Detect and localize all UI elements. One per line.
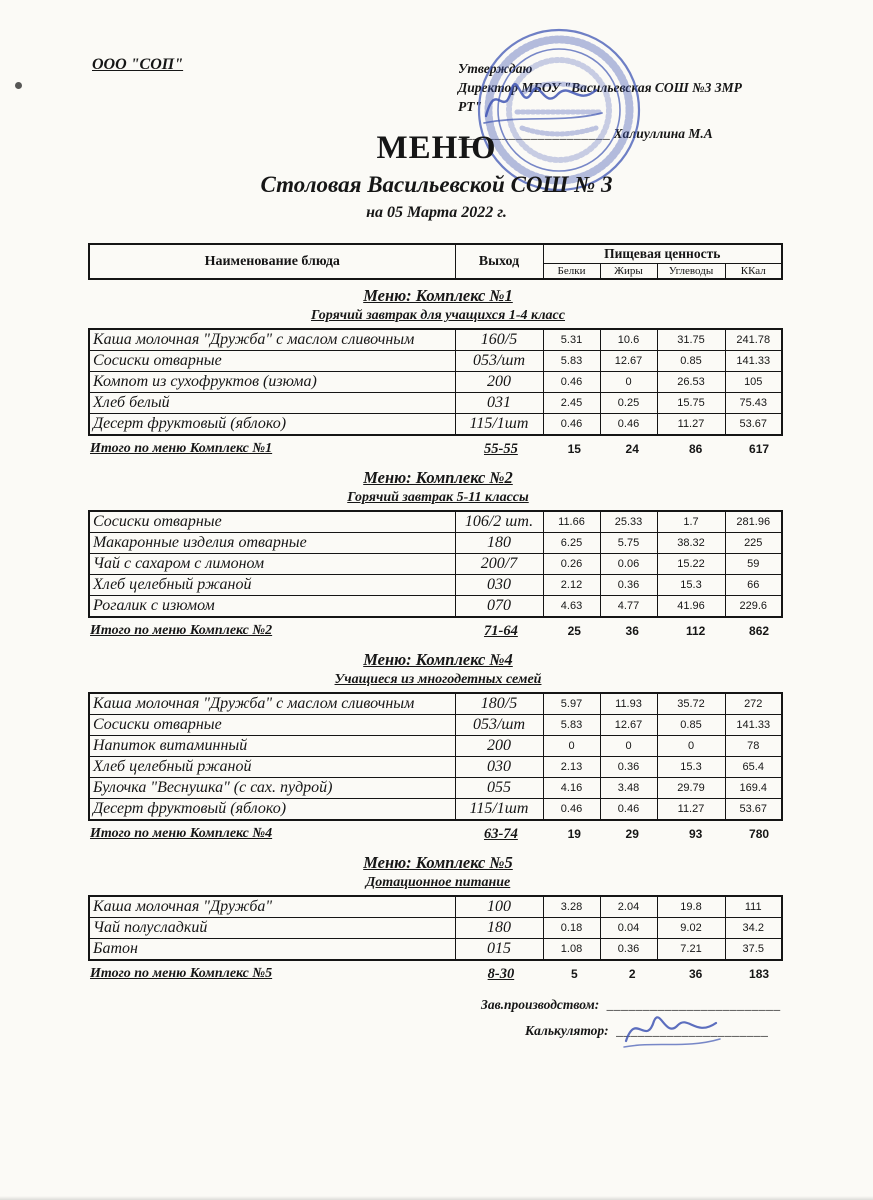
total-carbs: 36 bbox=[688, 967, 703, 981]
total-yield: 8-30 bbox=[487, 965, 515, 982]
dish-row bbox=[89, 757, 782, 778]
carbs-cell: 0.85 bbox=[657, 351, 725, 372]
carbs-cell: 11.27 bbox=[657, 799, 725, 821]
menu-subtitle: Дотационное питание bbox=[365, 875, 511, 890]
total-fat: 36 bbox=[625, 624, 639, 638]
total-carbs: 86 bbox=[688, 442, 703, 456]
kcal-cell: 65.4 bbox=[725, 757, 782, 778]
dish-table bbox=[88, 692, 783, 821]
protein-cell: 0 bbox=[543, 736, 600, 757]
dish-yield-cell: 106/2 шт. bbox=[455, 511, 543, 533]
production-manager-signature-line: ________________________ bbox=[606, 997, 781, 1012]
total-yield: 55-55 bbox=[483, 440, 518, 457]
dish-yield-cell: 070 bbox=[455, 596, 543, 618]
menu-section bbox=[88, 468, 788, 642]
kcal-cell: 105 bbox=[725, 372, 782, 393]
org-name: ООО "СОП" bbox=[92, 56, 184, 73]
carbs-cell: 19.8 bbox=[657, 896, 725, 918]
menu-section bbox=[88, 650, 788, 845]
dish-name-cell: Сосиски отварные bbox=[89, 715, 455, 736]
dish-yield-cell: 030 bbox=[455, 575, 543, 596]
dish-name-cell: Напиток витаминный bbox=[89, 736, 455, 757]
dish-row bbox=[89, 575, 782, 596]
total-kcal: 862 bbox=[749, 624, 770, 638]
fat-cell: 0.46 bbox=[600, 414, 657, 436]
dish-row bbox=[89, 596, 782, 618]
fat-cell: 0 bbox=[600, 372, 657, 393]
dish-row bbox=[89, 511, 782, 533]
dish-yield-cell: 180 bbox=[455, 918, 543, 939]
protein-cell: 5.83 bbox=[543, 351, 600, 372]
protein-cell: 2.13 bbox=[543, 757, 600, 778]
dish-yield-cell: 055 bbox=[455, 778, 543, 799]
carbs-cell: 7.21 bbox=[657, 939, 725, 961]
menu-subtitle: Горячий завтрак 5-11 классы bbox=[347, 490, 529, 505]
total-kcal: 183 bbox=[749, 967, 770, 981]
header-nutrition: Пищевая ценность bbox=[543, 244, 782, 264]
kcal-cell: 53.67 bbox=[725, 799, 782, 821]
kcal-cell: 241.78 bbox=[725, 329, 782, 351]
dish-name-cell: Батон bbox=[89, 939, 455, 961]
fat-cell: 0.46 bbox=[600, 799, 657, 821]
menu-sections bbox=[88, 286, 788, 985]
fat-cell: 3.48 bbox=[600, 778, 657, 799]
fat-cell: 0.25 bbox=[600, 393, 657, 414]
menu-title: Меню: Комплекс №1 bbox=[363, 286, 513, 305]
director-name: Халиуллина М.А bbox=[613, 125, 713, 141]
doc-date: на 05 Марта 2022 г. bbox=[366, 204, 507, 221]
protein-cell: 0.18 bbox=[543, 918, 600, 939]
dish-yield-cell: 030 bbox=[455, 757, 543, 778]
protein-cell: 11.66 bbox=[543, 511, 600, 533]
fat-cell: 25.33 bbox=[600, 511, 657, 533]
kcal-cell: 169.4 bbox=[725, 778, 782, 799]
protein-cell: 0.46 bbox=[543, 799, 600, 821]
dish-name-cell: Хлеб белый bbox=[89, 393, 455, 414]
carbs-cell: 11.27 bbox=[657, 414, 725, 436]
carbs-cell: 35.72 bbox=[657, 693, 725, 715]
kcal-cell: 53.67 bbox=[725, 414, 782, 436]
carbs-cell: 41.96 bbox=[657, 596, 725, 618]
dish-name-cell: Десерт фруктовый (яблоко) bbox=[89, 799, 455, 821]
dish-row bbox=[89, 414, 782, 436]
carbs-cell: 0 bbox=[657, 736, 725, 757]
protein-cell: 5.97 bbox=[543, 693, 600, 715]
dish-row bbox=[89, 799, 782, 821]
kcal-cell: 272 bbox=[725, 693, 782, 715]
content-column bbox=[88, 243, 788, 1080]
fat-cell: 0.36 bbox=[600, 757, 657, 778]
dish-table bbox=[88, 328, 783, 436]
dish-yield-cell: 180 bbox=[455, 533, 543, 554]
dish-name-cell: Компот из сухофруктов (изюма) bbox=[89, 372, 455, 393]
menu-subtitle: Горячий завтрак для учащихся 1-4 класс bbox=[311, 308, 565, 323]
kcal-cell: 225 bbox=[725, 533, 782, 554]
director-signature-icon bbox=[478, 70, 610, 132]
kcal-cell: 229.6 bbox=[725, 596, 782, 618]
total-fat: 24 bbox=[625, 442, 639, 456]
dish-row bbox=[89, 693, 782, 715]
carbs-cell: 26.53 bbox=[657, 372, 725, 393]
dish-yield-cell: 031 bbox=[455, 393, 543, 414]
columns-header-table bbox=[88, 243, 783, 280]
dish-name-cell: Макаронные изделия отварные bbox=[89, 533, 455, 554]
dish-name-cell: Сосиски отварные bbox=[89, 511, 455, 533]
protein-cell: 0.26 bbox=[543, 554, 600, 575]
dish-row bbox=[89, 918, 782, 939]
total-fat: 29 bbox=[625, 827, 639, 841]
doc-subtitle: Столовая Васильевской СОШ № 3 bbox=[260, 172, 613, 197]
fat-cell: 11.93 bbox=[600, 693, 657, 715]
fat-cell: 12.67 bbox=[600, 715, 657, 736]
total-label: Итого по меню Комплекс №1 bbox=[90, 441, 273, 456]
total-label: Итого по меню Комплекс №2 bbox=[90, 623, 273, 638]
menu-title: Меню: Комплекс №5 bbox=[363, 853, 513, 872]
total-protein: 19 bbox=[567, 827, 581, 841]
production-manager-label: Зав.производством: bbox=[481, 997, 600, 1012]
header-fat: Жиры bbox=[600, 264, 657, 280]
carbs-cell: 15.22 bbox=[657, 554, 725, 575]
dish-name-cell: Каша молочная "Дружба" с маслом сливочным bbox=[89, 693, 455, 715]
carbs-cell: 38.32 bbox=[657, 533, 725, 554]
calculator-signature-line: _____________________ bbox=[616, 1023, 769, 1038]
carbs-cell: 15.3 bbox=[657, 575, 725, 596]
dish-name-cell: Хлеб целебный ржаной bbox=[89, 575, 455, 596]
carbs-cell: 31.75 bbox=[657, 329, 725, 351]
dish-table bbox=[88, 895, 783, 961]
protein-cell: 3.28 bbox=[543, 896, 600, 918]
dish-row bbox=[89, 939, 782, 961]
total-protein: 25 bbox=[567, 624, 581, 638]
kcal-cell: 75.43 bbox=[725, 393, 782, 414]
menu-subtitle: Учащиеся из многодетных семей bbox=[334, 672, 542, 687]
protein-cell: 6.25 bbox=[543, 533, 600, 554]
protein-cell: 5.83 bbox=[543, 715, 600, 736]
dish-row bbox=[89, 372, 782, 393]
fat-cell: 10.6 bbox=[600, 329, 657, 351]
fat-cell: 5.75 bbox=[600, 533, 657, 554]
doc-title: МЕНЮ bbox=[376, 130, 497, 166]
carbs-cell: 15.75 bbox=[657, 393, 725, 414]
dish-row bbox=[89, 896, 782, 918]
dish-name-cell: Десерт фруктовый (яблоко) bbox=[89, 414, 455, 436]
carbs-cell: 15.3 bbox=[657, 757, 725, 778]
header-protein: Белки bbox=[543, 264, 600, 280]
kcal-cell: 59 bbox=[725, 554, 782, 575]
carbs-cell: 0.85 bbox=[657, 715, 725, 736]
total-protein: 5 bbox=[570, 967, 578, 981]
protein-cell: 2.12 bbox=[543, 575, 600, 596]
fat-cell: 12.67 bbox=[600, 351, 657, 372]
dish-row bbox=[89, 736, 782, 757]
carbs-cell: 29.79 bbox=[657, 778, 725, 799]
dish-name-cell: Рогалик с изюмом bbox=[89, 596, 455, 618]
dish-table bbox=[88, 510, 783, 618]
dish-yield-cell: 053/шт bbox=[455, 351, 543, 372]
dish-name-cell: Сосиски отварные bbox=[89, 351, 455, 372]
protein-cell: 5.31 bbox=[543, 329, 600, 351]
protein-cell: 0.46 bbox=[543, 372, 600, 393]
signatures-footer bbox=[88, 995, 788, 1080]
fat-cell: 2.04 bbox=[600, 896, 657, 918]
dish-yield-cell: 200/7 bbox=[455, 554, 543, 575]
dish-row bbox=[89, 778, 782, 799]
dish-yield-cell: 200 bbox=[455, 736, 543, 757]
dish-row bbox=[89, 715, 782, 736]
dish-yield-cell: 180/5 bbox=[455, 693, 543, 715]
menu-total-row bbox=[88, 963, 788, 985]
header-kcal: ККал bbox=[725, 264, 782, 280]
menu-title: Меню: Комплекс №2 bbox=[363, 468, 513, 487]
menu-total-row bbox=[88, 438, 788, 460]
total-label: Итого по меню Комплекс №4 bbox=[90, 826, 273, 841]
total-kcal: 780 bbox=[749, 827, 770, 841]
dish-yield-cell: 200 bbox=[455, 372, 543, 393]
director-signature-line: _____________________ bbox=[458, 125, 611, 141]
fat-cell: 0.04 bbox=[600, 918, 657, 939]
scan-artifact-dot bbox=[15, 82, 22, 89]
dish-row bbox=[89, 533, 782, 554]
dish-row bbox=[89, 554, 782, 575]
dish-name-cell: Хлеб целебный ржаной bbox=[89, 757, 455, 778]
kcal-cell: 78 bbox=[725, 736, 782, 757]
total-label: Итого по меню Комплекс №5 bbox=[90, 966, 273, 981]
menu-section bbox=[88, 286, 788, 460]
total-yield: 63-74 bbox=[483, 825, 518, 842]
menu-title: Меню: Комплекс №4 bbox=[363, 650, 513, 669]
total-yield: 71-64 bbox=[483, 622, 518, 639]
dish-name-cell: Чай полусладкий bbox=[89, 918, 455, 939]
dish-yield-cell: 115/1шт bbox=[455, 414, 543, 436]
kcal-cell: 34.2 bbox=[725, 918, 782, 939]
dish-yield-cell: 115/1шт bbox=[455, 799, 543, 821]
protein-cell: 2.45 bbox=[543, 393, 600, 414]
carbs-cell: 1.7 bbox=[657, 511, 725, 533]
dish-row bbox=[89, 393, 782, 414]
dish-name-cell: Чай с сахаром с лимоном bbox=[89, 554, 455, 575]
dish-yield-cell: 100 bbox=[455, 896, 543, 918]
menu-total-row bbox=[88, 620, 788, 642]
protein-cell: 0.46 bbox=[543, 414, 600, 436]
fat-cell: 0.36 bbox=[600, 575, 657, 596]
dish-name-cell: Булочка "Веснушка" (с сах. пудрой) bbox=[89, 778, 455, 799]
calculator-label: Калькулятор: bbox=[525, 1023, 609, 1038]
kcal-cell: 141.33 bbox=[725, 715, 782, 736]
protein-cell: 1.08 bbox=[543, 939, 600, 961]
approve-word: Утверждаю bbox=[458, 61, 533, 76]
approve-director-line2: РТ" bbox=[458, 98, 482, 114]
total-carbs: 112 bbox=[685, 624, 706, 638]
protein-cell: 4.63 bbox=[543, 596, 600, 618]
total-fat: 2 bbox=[628, 967, 636, 981]
kcal-cell: 66 bbox=[725, 575, 782, 596]
dish-yield-cell: 160/5 bbox=[455, 329, 543, 351]
total-kcal: 617 bbox=[749, 442, 770, 456]
kcal-cell: 141.33 bbox=[725, 351, 782, 372]
protein-cell: 4.16 bbox=[543, 778, 600, 799]
fat-cell: 0.06 bbox=[600, 554, 657, 575]
dish-name-cell: Каша молочная "Дружба" с маслом сливочным bbox=[89, 329, 455, 351]
kcal-cell: 37.5 bbox=[725, 939, 782, 961]
header-carbs: Углеводы bbox=[657, 264, 725, 280]
menu-total-row bbox=[88, 823, 788, 845]
dish-yield-cell: 015 bbox=[455, 939, 543, 961]
total-protein: 15 bbox=[567, 442, 581, 456]
kcal-cell: 111 bbox=[725, 896, 782, 918]
dish-row bbox=[89, 329, 782, 351]
carbs-cell: 9.02 bbox=[657, 918, 725, 939]
dish-yield-cell: 053/шт bbox=[455, 715, 543, 736]
kcal-cell: 281.96 bbox=[725, 511, 782, 533]
fat-cell: 4.77 bbox=[600, 596, 657, 618]
fat-cell: 0 bbox=[600, 736, 657, 757]
fat-cell: 0.36 bbox=[600, 939, 657, 961]
dish-name-cell: Каша молочная "Дружба" bbox=[89, 896, 455, 918]
total-carbs: 93 bbox=[688, 827, 703, 841]
approve-director-line: Директор МБОУ "Васильевская СОШ №3 ЗМР bbox=[458, 79, 742, 95]
header-yield: Выход bbox=[455, 244, 543, 279]
menu-section bbox=[88, 853, 788, 985]
header-dish-name: Наименование блюда bbox=[89, 244, 455, 279]
calculator-signature-icon bbox=[616, 1005, 728, 1055]
dish-row bbox=[89, 351, 782, 372]
